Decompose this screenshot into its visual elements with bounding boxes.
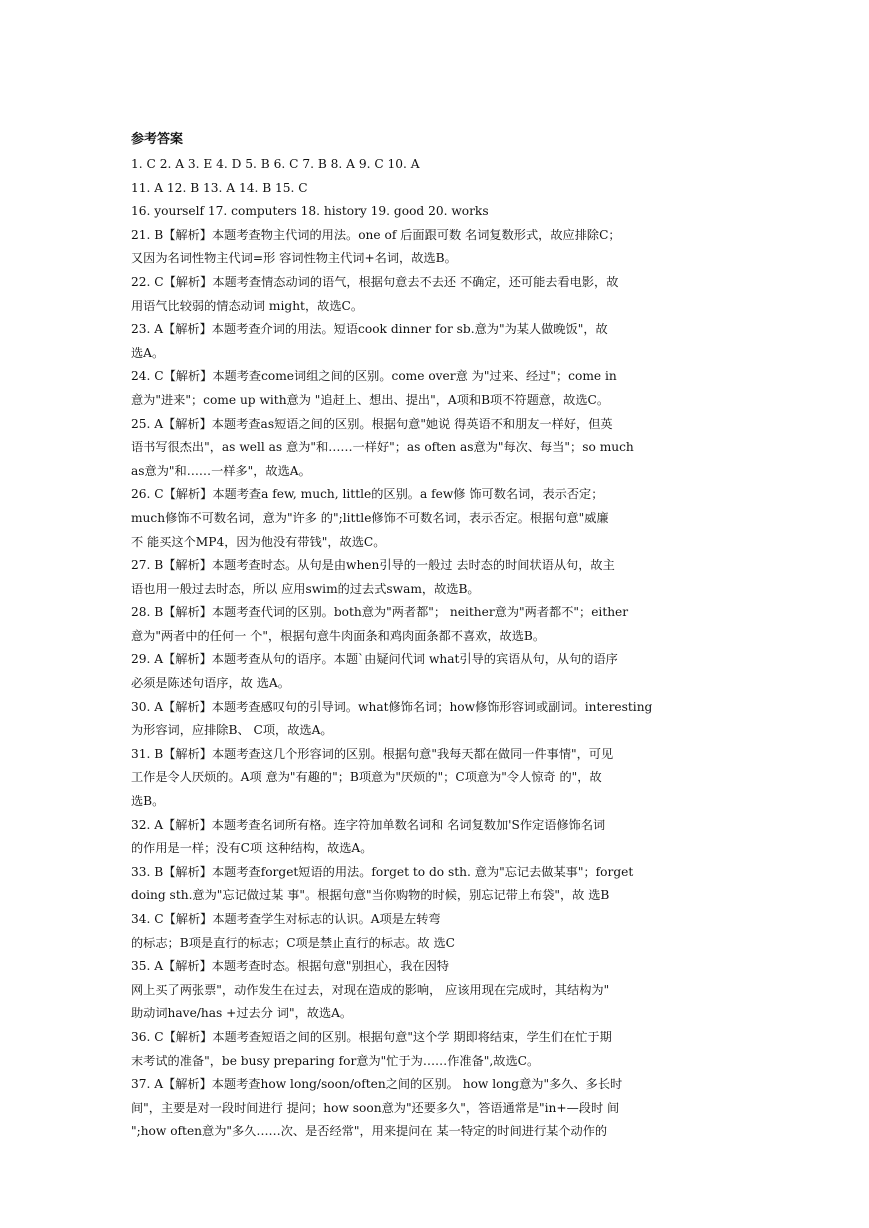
text-line: 28. B【解析】本题考查代词的区别。both意为"两者都"； neither意为"两者都不"；either xyxy=(131,605,629,620)
text-line: 34. C【解析】本题考查学生对标志的认识。A项是左转弯 xyxy=(131,912,441,926)
text-line: 为形容词，应排除B、 C项，故选A。 xyxy=(131,723,333,738)
text-line: 26. C【解析】本题考查a few, much, little的区别。a few修 饰可数名词，表示否定； xyxy=(131,487,604,502)
text-line: 21. B【解析】本题考查物主代词的用法。one of 后面跟可数 名词复数形式，故应排除C； xyxy=(131,227,621,242)
text-line: 1. C 2. A 3. E 4. D 5. B 6. C 7. B 8. A 9. C 10. A xyxy=(131,157,420,171)
answer-document xyxy=(131,131,737,1144)
text-line: 间"，主要是对一段时间进行 提问；how soon意为"还要多久"，答语通常是"in+—段时 间 xyxy=(131,1100,620,1115)
text-line: 32. A【解析】本题考查名词所有格。连字符加单数名词和 名词复数加'S作定语修饰名词 xyxy=(131,817,606,832)
text-line: 24. C【解析】本题考查come词组之间的区别。come over意 为"过来、经过"；come in xyxy=(131,369,617,384)
text-line: 33. B【解析】本题考查forget短语的用法。forget to do sth. 意为"忘记去做某事"；forget xyxy=(131,864,634,879)
text-line: 22. C【解析】本题考查情态动词的语气，根据句意去不去还 不确定，还可能去看电影，故 xyxy=(131,274,619,289)
text-line: 16. yourself 17. computers 18. history 19. good 20. works xyxy=(131,204,489,219)
text-line: 27. B【解析】本题考查时态。从句是由when引导的一般过 去时态的时间状语从句，故主 xyxy=(131,558,615,573)
text-line: 30. A【解析】本题考查感叹句的引导词。what修饰名词；how修饰形容词或副词。interesting xyxy=(131,699,653,714)
text-line: 网上买了两张票"，动作发生在过去，对现在造成的影响， 应该用现在完成时，其结构为" xyxy=(131,982,610,997)
text-line: much修饰不可数名词，意为"许多 的";little修饰不可数名词，表示否定。根据句意"威廉 xyxy=(131,510,609,525)
document-body xyxy=(131,153,737,1144)
text-line: 11. A 12. B 13. A 14. B 15. C xyxy=(131,180,308,195)
text-line: 工作是令人厌烦的。A项 意为"有趣的"；B项意为"厌烦的"；C项意为"令人惊奇 的"，故 xyxy=(131,770,602,785)
text-line: 不 能买这个MP4，因为他没有带钱"，故选C。 xyxy=(131,534,386,549)
text-line: 选A。 xyxy=(131,345,165,360)
text-line: 又因为名词性物主代词=形 容词性物主代词+名词，故选B。 xyxy=(131,251,457,266)
text-line: as意为"和……一样多"，故选A。 xyxy=(131,463,311,478)
text-line: 语也用一般过去时态，所以 应用swim的过去式swam，故选B。 xyxy=(131,581,480,596)
text-line: 的作用是一样；没有C项 这种结构，故选A。 xyxy=(131,841,373,856)
text-line: 必须是陈述句语序，故 选A。 xyxy=(131,676,290,691)
text-line: 35. A【解析】本题考查时态。根据句意"别担心，我在因特 xyxy=(131,959,449,974)
text-line: 意为"两者中的任何一 个"，根据句意牛肉面条和鸡肉面条都不喜欢，故选B。 xyxy=(131,628,546,643)
text-line: 23. A【解析】本题考查介词的用法。短语cook dinner for sb.意为"为某人做晚饭"，故 xyxy=(131,322,608,337)
text-line: 选B。 xyxy=(131,794,165,809)
text-line: 36. C【解析】本题考查短语之间的区别。根据句意"这个学 期即将结束，学生们在忙于期 xyxy=(131,1029,612,1044)
text-line: 用语气比较弱的情态动词 might，故选C。 xyxy=(131,298,364,313)
text-line: 29. A【解析】本题考查从句的语序。本题`由疑问代词 what引导的宾语从句，从句的语序 xyxy=(131,652,618,667)
text-line: ";how often意为"多久……次、是否经常"，用来提问在 某一特定的时间进行某个动作的 xyxy=(131,1124,608,1139)
text-line: 31. B【解析】本题考查这几个形容词的区别。根据句意"我每天都在做同一件事情"，可见 xyxy=(131,746,614,761)
text-line: 语书写很杰出"，as well as 意为"和……一样好"；as often as意为"每次、每当"；so much xyxy=(131,440,634,455)
text-line: 末考试的准备"，be busy preparing for意为"忙于为……作准备",故选C。 xyxy=(131,1053,540,1068)
text-line: 25. A【解析】本题考查as短语之间的区别。根据句意"她说 得英语不和朋友一样好，但英 xyxy=(131,416,613,431)
document-title: 参考答案 xyxy=(131,132,184,147)
text-line: 37. A【解析】本题考查how long/soon/often之间的区别。 how long意为"多久、多长时 xyxy=(131,1077,623,1092)
text-line: 助动词have/has +过去分 词"，故选A。 xyxy=(131,1006,353,1021)
text-line: 的标志；B项是直行的标志；C项是禁止直行的标志。故 选C xyxy=(131,935,455,950)
text-line: doing sth.意为"忘记做过某 事"。根据句意"当你购物的时候，别忘记带上布袋"，故 选B xyxy=(131,888,610,903)
text-line: 意为"进来"；come up with意为 "追赶上、想出、提出"，A项和B项不符题意，故选C。 xyxy=(131,392,610,407)
